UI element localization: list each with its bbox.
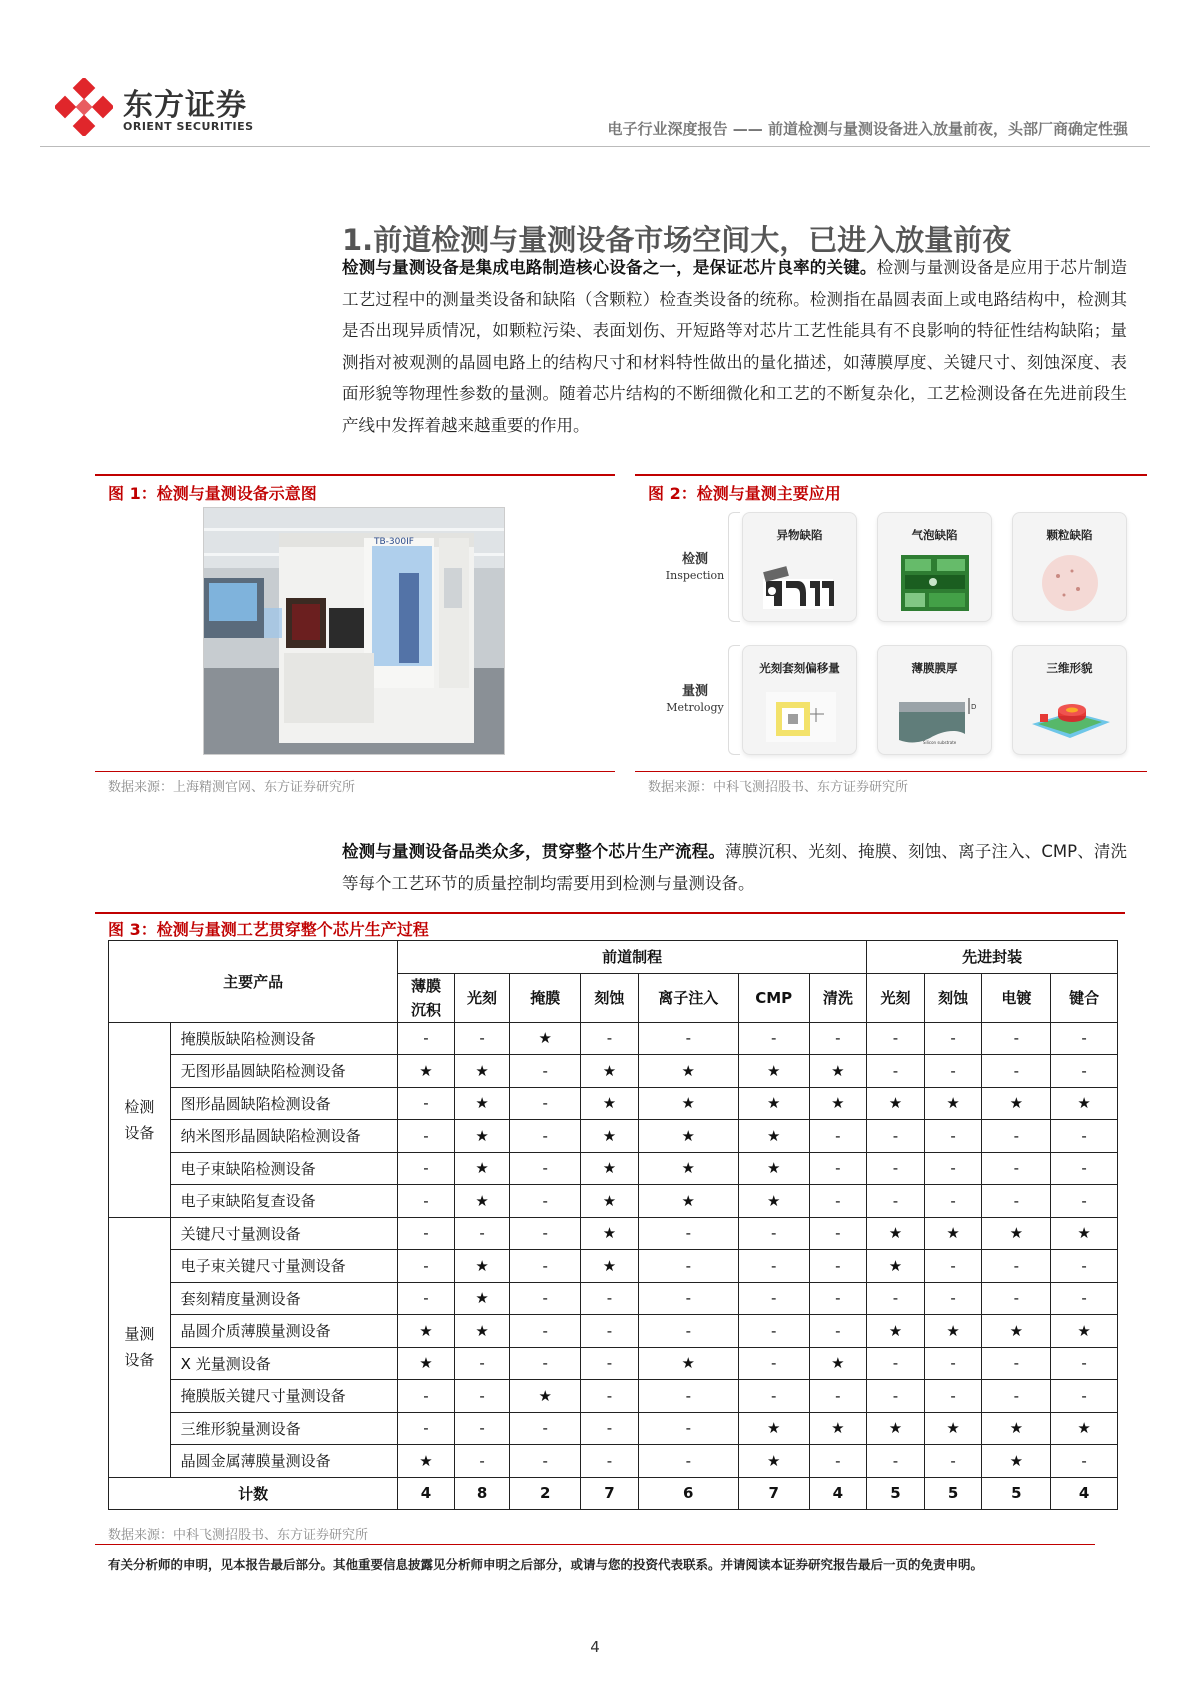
matrix-cell: ★ (454, 1250, 510, 1283)
card-bubble-defect (877, 512, 992, 622)
matrix-cell: ★ (510, 1380, 581, 1413)
matrix-cell: ★ (738, 1152, 809, 1185)
matrix-cell: - (924, 1152, 982, 1185)
product-name: 掩膜版关键尺寸量测设备 (170, 1380, 397, 1413)
matrix-cell: ★ (1051, 1315, 1118, 1348)
card-film-thickness (877, 645, 992, 755)
card-title: 薄膜膜厚 (911, 661, 958, 675)
matrix-cell: ★ (738, 1445, 809, 1478)
card-title: 颗粒缺陷 (1046, 528, 1093, 542)
matrix-cell: - (581, 1315, 639, 1348)
matrix-cell: - (398, 1217, 455, 1250)
product-name: 晶圆介质薄膜量测设备 (170, 1315, 397, 1348)
matrix-cell: - (638, 1250, 738, 1283)
matrix-cell: ★ (982, 1412, 1051, 1445)
matrix-cell: - (1051, 1380, 1118, 1413)
matrix-cell: - (924, 1445, 982, 1478)
matrix-cell: - (924, 1282, 982, 1315)
matrix-cell: - (510, 1315, 581, 1348)
matrix-cell: - (454, 1022, 510, 1055)
matrix-cell: - (1051, 1347, 1118, 1380)
matrix-cell: - (398, 1380, 455, 1413)
matrix-cell: ★ (398, 1055, 455, 1088)
product-name: X 光量测设备 (170, 1347, 397, 1380)
matrix-cell: - (638, 1282, 738, 1315)
matrix-cell: ★ (454, 1152, 510, 1185)
matrix-cell: ★ (581, 1055, 639, 1088)
table-row (109, 1282, 1118, 1315)
header-front-end: 前道制程 (398, 941, 867, 974)
col-header: 键合 (1051, 973, 1118, 1022)
matrix-cell: ★ (809, 1347, 867, 1380)
matrix-cell: - (454, 1217, 510, 1250)
bubble-defect-icon (893, 551, 978, 613)
card-3d-topography (1012, 645, 1127, 755)
header-divider (40, 146, 1150, 147)
total-cell: 4 (809, 1477, 867, 1510)
col-header: 离子注入 (638, 973, 738, 1022)
product-name: 无图形晶圆缺陷检测设备 (170, 1055, 397, 1088)
matrix-cell: ★ (867, 1250, 925, 1283)
inspection-machine-illustration (204, 508, 505, 755)
table-row (109, 1055, 1118, 1088)
overlay-offset-icon (758, 684, 843, 746)
foreign-defect-icon (758, 551, 843, 611)
matrix-cell: - (809, 1445, 867, 1478)
table-row (109, 1250, 1118, 1283)
matrix-cell: - (867, 1185, 925, 1218)
matrix-cell: - (738, 1217, 809, 1250)
matrix-cell: ★ (581, 1217, 639, 1250)
matrix-cell: - (581, 1022, 639, 1055)
matrix-cell: ★ (638, 1055, 738, 1088)
table-row (109, 1120, 1118, 1153)
matrix-cell: ★ (982, 1087, 1051, 1120)
metrology-label-cn: 量测 (681, 684, 708, 699)
matrix-cell: - (924, 1250, 982, 1283)
matrix-cell: ★ (454, 1087, 510, 1120)
disclaimer-text: 有关分析师的申明，见本报告最后部分。其他重要信息披露见分析师申明之后部分，或请与您的投资代表联系。并请阅读本证券研究报告最后一页的免责申明。 (108, 1557, 984, 1572)
matrix-cell: ★ (454, 1282, 510, 1315)
matrix-cell: ★ (867, 1315, 925, 1348)
matrix-cell: - (982, 1250, 1051, 1283)
matrix-cell: - (1051, 1055, 1118, 1088)
matrix-cell: - (867, 1152, 925, 1185)
product-name: 晶圆金属薄膜量测设备 (170, 1445, 397, 1478)
matrix-cell: - (581, 1282, 639, 1315)
product-name: 图形晶圆缺陷检测设备 (170, 1087, 397, 1120)
col-header: 刻蚀 (924, 973, 982, 1022)
page-number: 4 (590, 1638, 600, 1656)
matrix-cell: - (638, 1445, 738, 1478)
matrix-cell: - (809, 1120, 867, 1153)
matrix-cell: - (510, 1445, 581, 1478)
header-advanced-packaging: 先进封装 (867, 941, 1118, 974)
matrix-cell: ★ (982, 1445, 1051, 1478)
matrix-cell: - (982, 1120, 1051, 1153)
table-row (109, 1185, 1118, 1218)
metrology-row-label (655, 680, 735, 714)
intro-paragraph-lead: 检测与量测设备是集成电路制造核心设备之一，是保证芯片良率的关键。 (342, 258, 877, 277)
matrix-cell: - (738, 1282, 809, 1315)
matrix-cell: ★ (638, 1185, 738, 1218)
matrix-cell: - (454, 1347, 510, 1380)
film-thickness-icon (893, 684, 978, 746)
col-header: 刻蚀 (581, 973, 639, 1022)
product-name: 掩膜版缺陷检测设备 (170, 1022, 397, 1055)
col-header: 清洗 (809, 973, 867, 1022)
fig2-title: 图 2：检测与量测主要应用 (648, 484, 841, 503)
disclaimer-rule (95, 1544, 1095, 1545)
matrix-cell: ★ (454, 1055, 510, 1088)
section-heading: 1.前道检测与量测设备市场空间大，已进入放量前夜 (342, 223, 1012, 257)
matrix-cell: ★ (638, 1120, 738, 1153)
table-row (109, 1347, 1118, 1380)
matrix-cell: - (510, 1120, 581, 1153)
matrix-cell: - (982, 1347, 1051, 1380)
fig1-bottom-rule (95, 771, 615, 772)
matrix-cell: - (867, 1347, 925, 1380)
product-name: 电子束关键尺寸量测设备 (170, 1250, 397, 1283)
card-title: 三维形貌 (1046, 661, 1093, 675)
matrix-cell: ★ (738, 1185, 809, 1218)
matrix-cell: - (982, 1380, 1051, 1413)
fig2-source: 数据来源：中科飞测招股书、东方证券研究所 (648, 780, 909, 795)
total-cell: 5 (867, 1477, 925, 1510)
matrix-cell: - (809, 1022, 867, 1055)
matrix-cell: - (982, 1282, 1051, 1315)
col-header: 掩膜 (510, 973, 581, 1022)
matrix-cell: ★ (398, 1315, 455, 1348)
intro-paragraph (342, 252, 1127, 441)
matrix-cell: ★ (581, 1087, 639, 1120)
metrology-label-en: Metrology (666, 701, 724, 714)
col-header: 光刻 (867, 973, 925, 1022)
matrix-cell: - (510, 1250, 581, 1283)
matrix-cell: - (982, 1022, 1051, 1055)
matrix-cell: - (581, 1347, 639, 1380)
matrix-cell: - (510, 1152, 581, 1185)
matrix-cell: - (867, 1022, 925, 1055)
matrix-cell: ★ (738, 1055, 809, 1088)
matrix-cell: ★ (398, 1445, 455, 1478)
matrix-cell: ★ (809, 1412, 867, 1445)
orient-securities-logo-icon (55, 78, 113, 136)
card-title: 气泡缺陷 (911, 528, 958, 542)
table-row (109, 1217, 1118, 1250)
matrix-cell: - (809, 1217, 867, 1250)
matrix-cell: - (1051, 1445, 1118, 1478)
brand-name-en: ORIENT SECURITIES (123, 120, 254, 133)
matrix-cell: - (398, 1087, 455, 1120)
matrix-cell: ★ (867, 1087, 925, 1120)
col-header: 光刻 (454, 973, 510, 1022)
matrix-cell: ★ (581, 1120, 639, 1153)
fig3-title: 图 3：检测与量测工艺贯穿整个芯片生产过程 (108, 920, 429, 939)
matrix-cell: - (398, 1185, 455, 1218)
matrix-cell: - (867, 1445, 925, 1478)
particle-defect-icon (1028, 551, 1113, 613)
card-title: 光刻套刻偏移量 (759, 661, 840, 675)
matrix-cell: - (924, 1120, 982, 1153)
matrix-cell: - (1051, 1185, 1118, 1218)
fig3-source: 数据来源：中科飞测招股书、东方证券研究所 (108, 1528, 369, 1543)
matrix-cell: ★ (454, 1185, 510, 1218)
product-name: 关键尺寸量测设备 (170, 1217, 397, 1250)
matrix-cell: - (454, 1380, 510, 1413)
matrix-cell: - (867, 1120, 925, 1153)
matrix-cell: - (738, 1022, 809, 1055)
matrix-cell: - (398, 1250, 455, 1283)
matrix-cell: ★ (1051, 1217, 1118, 1250)
table-row (109, 1087, 1118, 1120)
intro-paragraph-body: 检测与量测设备是应用于芯片制造工艺过程中的测量类设备和缺陷（含颗粒）检查类设备的统称。检测指在晶圆表面上或电路结构中，检测其是否出现异质情况，如颗粒污染、表面划伤、开短路等对芯片工艺性能具有不良影响的特征性结构缺陷；量测指对被观测的晶圆电路上的结构尺寸和材料特性做出的量化描述，如薄膜厚度、关键尺寸、刻蚀深度、表面形貌等物理性参数的量测。随着芯片结构的不断细微化和工艺的不断复杂化，工艺检测设备在先进前段生产线中发挥着越来越重要的作用。 (342, 258, 1128, 435)
matrix-cell: ★ (581, 1152, 639, 1185)
matrix-cell: - (510, 1087, 581, 1120)
matrix-cell: - (809, 1282, 867, 1315)
col-header: 薄膜沉积 (398, 973, 455, 1022)
card-title: 异物缺陷 (776, 528, 823, 542)
fig2-top-rule (635, 474, 1147, 476)
matrix-cell: - (867, 1055, 925, 1088)
matrix-cell: ★ (398, 1347, 455, 1380)
total-cell: 5 (924, 1477, 982, 1510)
matrix-cell: - (510, 1412, 581, 1445)
matrix-cell: ★ (1051, 1412, 1118, 1445)
matrix-cell: - (738, 1347, 809, 1380)
total-cell: 5 (982, 1477, 1051, 1510)
total-cell: 4 (398, 1477, 455, 1510)
inspection-label-en: Inspection (665, 569, 725, 582)
fig1-equipment-photo (203, 507, 505, 755)
matrix-cell: - (398, 1120, 455, 1153)
matrix-cell: - (924, 1380, 982, 1413)
matrix-cell: - (982, 1185, 1051, 1218)
matrix-cell: - (738, 1380, 809, 1413)
matrix-cell: ★ (867, 1412, 925, 1445)
matrix-cell: - (581, 1412, 639, 1445)
matrix-cell: - (454, 1412, 510, 1445)
matrix-cell: ★ (454, 1315, 510, 1348)
report-title: 电子行业深度报告 —— 前道检测与量测设备进入放量前夜，头部厂商确定性强 (607, 120, 1128, 138)
matrix-cell: - (398, 1022, 455, 1055)
matrix-cell: - (1051, 1152, 1118, 1185)
matrix-cell: ★ (924, 1217, 982, 1250)
matrix-cell: - (924, 1185, 982, 1218)
matrix-cell: ★ (638, 1087, 738, 1120)
brand-name-cn: 东方证券 (123, 88, 247, 123)
matrix-cell: - (1051, 1022, 1118, 1055)
table-row (109, 1022, 1118, 1055)
silicon-substrate-label: Silicon substrate (923, 740, 957, 745)
product-name: 套刻精度量测设备 (170, 1282, 397, 1315)
second-paragraph (342, 836, 1127, 899)
matrix-cell: - (738, 1315, 809, 1348)
col-header: 电镀 (982, 973, 1051, 1022)
matrix-cell: ★ (809, 1087, 867, 1120)
product-name: 电子束缺陷复查设备 (170, 1185, 397, 1218)
matrix-cell: ★ (924, 1315, 982, 1348)
matrix-cell: - (454, 1445, 510, 1478)
matrix-cell: ★ (738, 1087, 809, 1120)
matrix-cell: - (638, 1315, 738, 1348)
product-name: 纳米图形晶圆缺陷检测设备 (170, 1120, 397, 1153)
fig1-title: 图 1：检测与量测设备示意图 (108, 484, 317, 503)
matrix-cell: ★ (982, 1315, 1051, 1348)
card-overlay-offset (742, 645, 857, 755)
table-row (109, 1315, 1118, 1348)
process-matrix-table (108, 940, 1118, 1510)
col-header: CMP (738, 973, 809, 1022)
matrix-cell: - (581, 1380, 639, 1413)
matrix-cell: ★ (924, 1087, 982, 1120)
matrix-cell: - (867, 1380, 925, 1413)
matrix-cell: ★ (1051, 1087, 1118, 1120)
inspection-row-label (655, 548, 735, 582)
matrix-cell: - (924, 1055, 982, 1088)
matrix-cell: ★ (638, 1152, 738, 1185)
matrix-cell: ★ (867, 1217, 925, 1250)
inspection-bracket (728, 512, 740, 622)
matrix-cell: ★ (638, 1347, 738, 1380)
machine-label: TB-300IF (374, 537, 414, 547)
matrix-cell: - (510, 1282, 581, 1315)
total-cell: 8 (454, 1477, 510, 1510)
matrix-cell: - (982, 1152, 1051, 1185)
total-cell: 2 (510, 1477, 581, 1510)
matrix-cell: ★ (510, 1022, 581, 1055)
total-cell: 4 (1051, 1477, 1118, 1510)
card-foreign-defect (742, 512, 857, 622)
matrix-cell: - (924, 1347, 982, 1380)
table-row (109, 1380, 1118, 1413)
matrix-cell: - (1051, 1250, 1118, 1283)
matrix-cell: - (738, 1250, 809, 1283)
category-inspection: 检测设备 (109, 1022, 171, 1217)
matrix-cell: - (510, 1185, 581, 1218)
matrix-cell: - (867, 1282, 925, 1315)
matrix-cell: - (510, 1217, 581, 1250)
matrix-cell: - (581, 1445, 639, 1478)
matrix-cell: ★ (809, 1055, 867, 1088)
table-row (109, 1412, 1118, 1445)
total-row (109, 1477, 1118, 1510)
card-particle-defect (1012, 512, 1127, 622)
matrix-cell: ★ (738, 1120, 809, 1153)
fig1-top-rule (95, 474, 615, 476)
matrix-cell: - (982, 1055, 1051, 1088)
header-main-product: 主要产品 (109, 941, 398, 1023)
second-paragraph-body: 薄膜沉积、光刻、掩膜、刻蚀、离子注入、CMP、清洗等每个工艺环节的质量控制均需要用到检测与量测设备。 (342, 842, 1127, 893)
matrix-cell: - (809, 1315, 867, 1348)
product-name: 三维形貌量测设备 (170, 1412, 397, 1445)
matrix-cell: - (809, 1152, 867, 1185)
fig3-top-rule (95, 912, 1125, 914)
matrix-cell: - (638, 1380, 738, 1413)
matrix-cell: - (398, 1152, 455, 1185)
matrix-cell: - (809, 1250, 867, 1283)
matrix-cell: - (398, 1412, 455, 1445)
category-metrology: 量测设备 (109, 1217, 171, 1477)
second-paragraph-lead: 检测与量测设备品类众多，贯穿整个芯片生产流程。 (342, 842, 725, 861)
matrix-cell: - (638, 1412, 738, 1445)
table-row (109, 1152, 1118, 1185)
matrix-cell: ★ (581, 1250, 639, 1283)
3d-topography-icon (1028, 684, 1113, 746)
thickness-symbol: D (971, 703, 977, 711)
product-name: 电子束缺陷检测设备 (170, 1152, 397, 1185)
matrix-cell: - (510, 1055, 581, 1088)
matrix-cell: - (510, 1347, 581, 1380)
total-cell: 6 (638, 1477, 738, 1510)
matrix-cell: ★ (581, 1185, 639, 1218)
matrix-cell: - (638, 1022, 738, 1055)
fig2-bottom-rule (635, 771, 1147, 772)
matrix-cell: - (1051, 1120, 1118, 1153)
table-row (109, 1445, 1118, 1478)
matrix-cell: ★ (454, 1120, 510, 1153)
fig1-source: 数据来源：上海精测官网、东方证券研究所 (108, 780, 356, 795)
matrix-cell: ★ (924, 1412, 982, 1445)
matrix-cell: - (809, 1185, 867, 1218)
matrix-cell: - (398, 1282, 455, 1315)
matrix-cell: - (638, 1217, 738, 1250)
total-label: 计数 (109, 1477, 398, 1510)
matrix-cell: ★ (738, 1412, 809, 1445)
matrix-cell: ★ (982, 1217, 1051, 1250)
total-cell: 7 (738, 1477, 809, 1510)
matrix-cell: - (924, 1022, 982, 1055)
matrix-cell: - (1051, 1282, 1118, 1315)
total-cell: 7 (581, 1477, 639, 1510)
inspection-label-cn: 检测 (681, 552, 708, 567)
matrix-cell: - (809, 1380, 867, 1413)
metrology-bracket (728, 645, 740, 755)
